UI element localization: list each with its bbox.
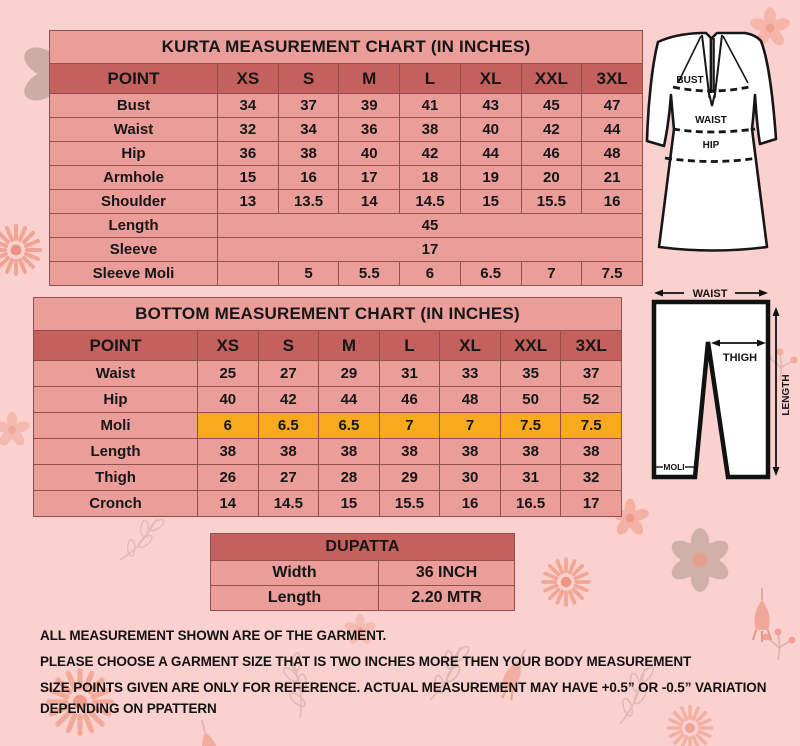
column-header: XS bbox=[218, 64, 279, 94]
column-header: XL bbox=[440, 331, 501, 361]
value-cell: 15 bbox=[460, 190, 521, 214]
value-cell bbox=[218, 262, 279, 286]
value-cell: 48 bbox=[582, 142, 643, 166]
column-header: POINT bbox=[34, 331, 198, 361]
value-cell: 33 bbox=[440, 361, 501, 387]
row-label: Sleeve bbox=[50, 238, 218, 262]
table-row bbox=[50, 190, 643, 214]
value-cell: 43 bbox=[460, 94, 521, 118]
table-row bbox=[50, 214, 643, 238]
row-label: Hip bbox=[50, 142, 218, 166]
dupatta-title: DUPATTA bbox=[211, 534, 515, 561]
column-header: XS bbox=[198, 331, 259, 361]
value-cell: 6.5 bbox=[319, 413, 380, 439]
value-cell: 31 bbox=[500, 465, 561, 491]
value-cell: 14 bbox=[339, 190, 400, 214]
value-cell: 6 bbox=[198, 413, 259, 439]
pants-thigh-label: THIGH bbox=[722, 352, 758, 364]
pants-waist-label: WAIST bbox=[692, 288, 728, 300]
table-row bbox=[50, 118, 643, 142]
row-label: Length bbox=[50, 214, 218, 238]
value-cell: 38 bbox=[379, 439, 440, 465]
row-label: Waist bbox=[50, 118, 218, 142]
value-cell: 5 bbox=[278, 262, 339, 286]
value-cell: 7.5 bbox=[582, 262, 643, 286]
value-cell: 14.5 bbox=[258, 491, 319, 517]
row-label: Moli bbox=[34, 413, 198, 439]
value-cell: 40 bbox=[339, 142, 400, 166]
value-cell: 14 bbox=[198, 491, 259, 517]
value-cell: 44 bbox=[460, 142, 521, 166]
value-cell: 41 bbox=[400, 94, 461, 118]
column-header: 3XL bbox=[561, 331, 622, 361]
value-cell-span: 45 bbox=[218, 214, 643, 238]
value-cell: 5.5 bbox=[339, 262, 400, 286]
table-row bbox=[34, 387, 622, 413]
pants-moli-label: MOLI bbox=[663, 462, 685, 472]
value-cell: 32 bbox=[218, 118, 279, 142]
row-label: Width bbox=[211, 561, 379, 586]
table-row bbox=[34, 465, 622, 491]
dupatta-table bbox=[210, 533, 515, 611]
value-cell: 34 bbox=[218, 94, 279, 118]
column-header: 3XL bbox=[582, 64, 643, 94]
value-cell: 52 bbox=[561, 387, 622, 413]
value-cell: 38 bbox=[561, 439, 622, 465]
value-cell-span: 17 bbox=[218, 238, 643, 262]
value-cell: 35 bbox=[500, 361, 561, 387]
value-cell: 7 bbox=[440, 413, 501, 439]
value-cell: 42 bbox=[400, 142, 461, 166]
value-cell: 37 bbox=[278, 94, 339, 118]
column-header: XL bbox=[460, 64, 521, 94]
row-label: Shoulder bbox=[50, 190, 218, 214]
table-row bbox=[211, 561, 515, 586]
value-cell: 37 bbox=[561, 361, 622, 387]
value-cell: 38 bbox=[319, 439, 380, 465]
table-row-highlighted bbox=[34, 413, 622, 439]
row-label: Armhole bbox=[50, 166, 218, 190]
value-cell: 27 bbox=[258, 465, 319, 491]
value-cell: 14.5 bbox=[400, 190, 461, 214]
value-cell: 21 bbox=[582, 166, 643, 190]
row-label: Thigh bbox=[34, 465, 198, 491]
table-header-row bbox=[50, 64, 643, 94]
note-line: SIZE POINTS GIVEN ARE ONLY FOR REFERENCE. ACTUAL MEASUREMENT MAY HAVE +0.5” OR -0.5” VARIATION bbox=[40, 680, 767, 695]
value-cell: 13.5 bbox=[278, 190, 339, 214]
value-cell: 36 bbox=[339, 118, 400, 142]
value-cell: 40 bbox=[460, 118, 521, 142]
row-label: Length bbox=[34, 439, 198, 465]
row-label: Cronch bbox=[34, 491, 198, 517]
value-cell: 17 bbox=[561, 491, 622, 517]
value-cell: 47 bbox=[582, 94, 643, 118]
value-cell: 44 bbox=[319, 387, 380, 413]
value-cell: 38 bbox=[500, 439, 561, 465]
value-cell: 6 bbox=[400, 262, 461, 286]
value-cell: 38 bbox=[278, 142, 339, 166]
table-title-row bbox=[50, 31, 643, 64]
value-cell: 40 bbox=[198, 387, 259, 413]
table-row bbox=[50, 238, 643, 262]
value-cell: 31 bbox=[379, 361, 440, 387]
pants-length-label: LENGTH bbox=[781, 374, 792, 416]
value-cell: 6.5 bbox=[258, 413, 319, 439]
value-cell: 38 bbox=[258, 439, 319, 465]
value-cell: 7.5 bbox=[561, 413, 622, 439]
kurta-chart-title: KURTA MEASUREMENT CHART (IN INCHES) bbox=[50, 31, 643, 64]
bottom-measurement-table bbox=[33, 297, 622, 517]
value-cell: 30 bbox=[440, 465, 501, 491]
pants-outline bbox=[654, 302, 768, 477]
kurta-illustration bbox=[645, 25, 800, 260]
row-label: Sleeve Moli bbox=[50, 262, 218, 286]
waist-label: WAIST bbox=[695, 115, 727, 126]
value-cell: 36 bbox=[218, 142, 279, 166]
value-cell: 16.5 bbox=[500, 491, 561, 517]
column-header: XXL bbox=[521, 64, 582, 94]
row-label: Hip bbox=[34, 387, 198, 413]
value-cell: 25 bbox=[198, 361, 259, 387]
hip-label: HIP bbox=[702, 140, 720, 151]
value-cell: 16 bbox=[278, 166, 339, 190]
value-cell: 19 bbox=[460, 166, 521, 190]
value-cell: 36 INCH bbox=[379, 561, 515, 586]
column-header: M bbox=[319, 331, 380, 361]
value-cell: 42 bbox=[521, 118, 582, 142]
value-cell: 20 bbox=[521, 166, 582, 190]
table-row bbox=[34, 361, 622, 387]
value-cell: 26 bbox=[198, 465, 259, 491]
table-title-row bbox=[34, 298, 622, 331]
table-row bbox=[50, 142, 643, 166]
note-line: PLEASE CHOOSE A GARMENT SIZE THAT IS TWO INCHES MORE THEN YOUR BODY MEASUREMENT bbox=[40, 654, 692, 669]
value-cell: 38 bbox=[198, 439, 259, 465]
value-cell: 39 bbox=[339, 94, 400, 118]
value-cell: 7 bbox=[379, 413, 440, 439]
notes bbox=[40, 628, 790, 716]
value-cell: 18 bbox=[400, 166, 461, 190]
value-cell: 15.5 bbox=[521, 190, 582, 214]
value-cell: 29 bbox=[379, 465, 440, 491]
table-row bbox=[50, 94, 643, 118]
value-cell: 27 bbox=[258, 361, 319, 387]
table-row bbox=[50, 166, 643, 190]
value-cell: 7.5 bbox=[500, 413, 561, 439]
value-cell: 50 bbox=[500, 387, 561, 413]
column-header: M bbox=[339, 64, 400, 94]
value-cell: 34 bbox=[278, 118, 339, 142]
value-cell: 38 bbox=[400, 118, 461, 142]
value-cell: 32 bbox=[561, 465, 622, 491]
value-cell: 38 bbox=[440, 439, 501, 465]
table-title-row bbox=[211, 534, 515, 561]
value-cell: 46 bbox=[379, 387, 440, 413]
note-line: ALL MEASUREMENT SHOWN ARE OF THE GARMENT. bbox=[40, 628, 387, 643]
pants-illustration bbox=[640, 283, 800, 495]
value-cell: 13 bbox=[218, 190, 279, 214]
table-row bbox=[34, 491, 622, 517]
value-cell: 28 bbox=[319, 465, 380, 491]
row-label: Waist bbox=[34, 361, 198, 387]
bottom-chart-title: BOTTOM MEASUREMENT CHART (IN INCHES) bbox=[34, 298, 622, 331]
kurta-measurement-table bbox=[49, 30, 643, 286]
bust-label: BUST bbox=[676, 75, 704, 86]
value-cell: 2.20 MTR bbox=[379, 586, 515, 611]
column-header: L bbox=[400, 64, 461, 94]
value-cell: 17 bbox=[339, 166, 400, 190]
value-cell: 46 bbox=[521, 142, 582, 166]
note-line: DEPENDING ON PPATTERN bbox=[40, 701, 217, 716]
value-cell: 48 bbox=[440, 387, 501, 413]
value-cell: 16 bbox=[440, 491, 501, 517]
column-header: XXL bbox=[500, 331, 561, 361]
column-header: L bbox=[379, 331, 440, 361]
row-label: Length bbox=[211, 586, 379, 611]
value-cell: 45 bbox=[521, 94, 582, 118]
value-cell: 44 bbox=[582, 118, 643, 142]
value-cell: 15 bbox=[218, 166, 279, 190]
value-cell: 15.5 bbox=[379, 491, 440, 517]
table-row bbox=[34, 439, 622, 465]
column-header: S bbox=[258, 331, 319, 361]
table-row bbox=[50, 262, 643, 286]
column-header: S bbox=[278, 64, 339, 94]
value-cell: 15 bbox=[319, 491, 380, 517]
value-cell: 42 bbox=[258, 387, 319, 413]
table-row bbox=[211, 586, 515, 611]
value-cell: 7 bbox=[521, 262, 582, 286]
table-header-row bbox=[34, 331, 622, 361]
value-cell: 6.5 bbox=[460, 262, 521, 286]
column-header: POINT bbox=[50, 64, 218, 94]
value-cell: 29 bbox=[319, 361, 380, 387]
row-label: Bust bbox=[50, 94, 218, 118]
value-cell: 16 bbox=[582, 190, 643, 214]
